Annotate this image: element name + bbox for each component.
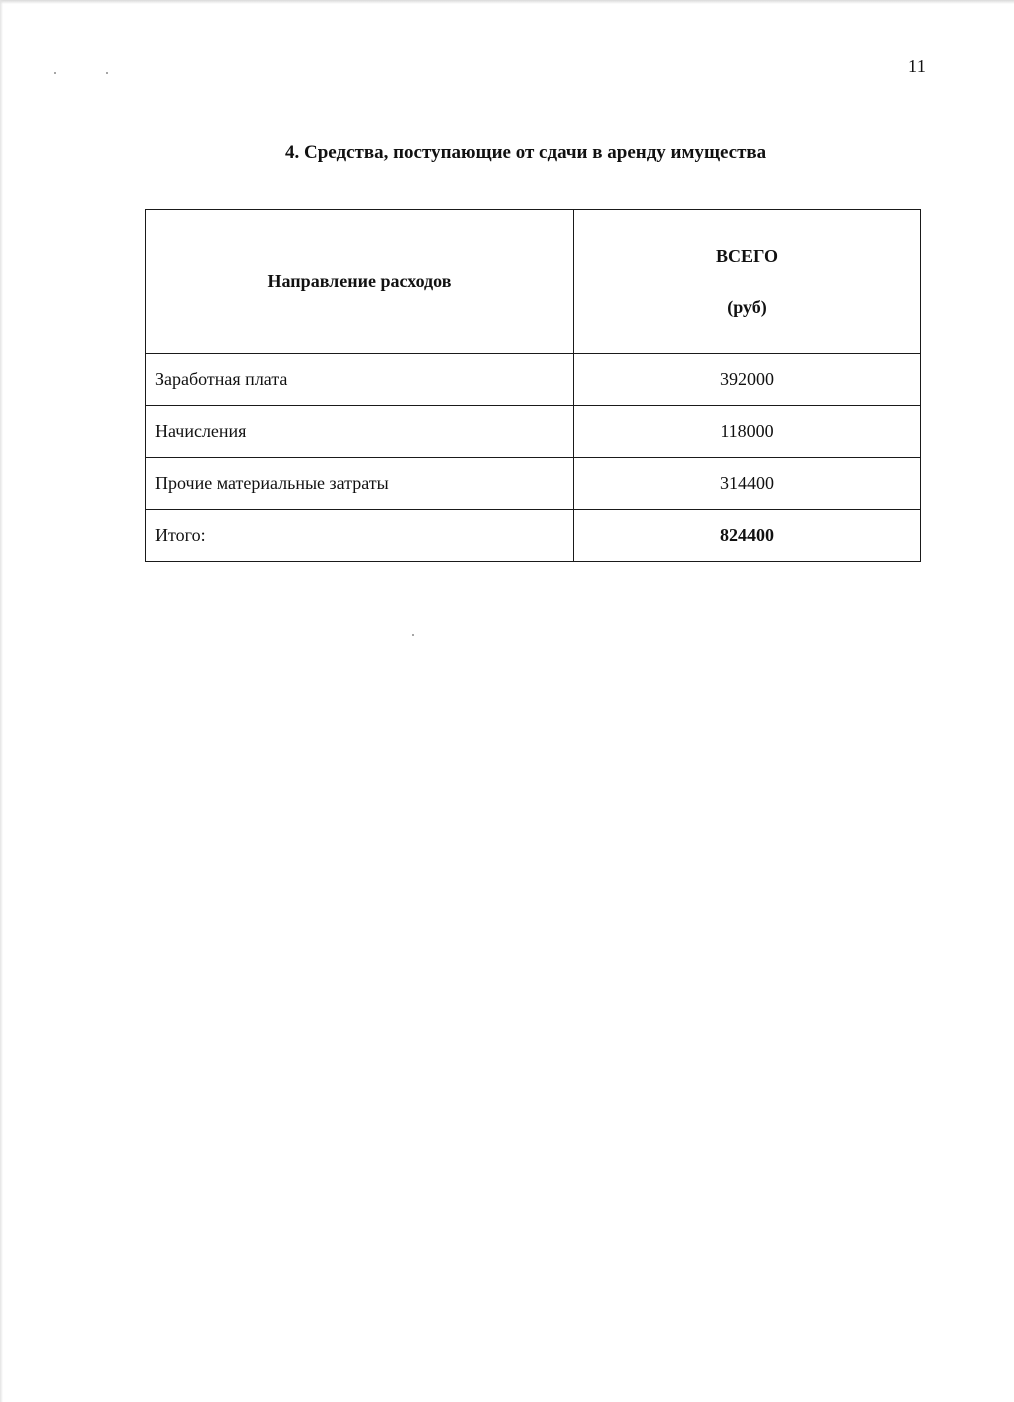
scan-edge-left [0, 0, 3, 1402]
expense-table [145, 209, 921, 562]
row-value: 392000 [574, 354, 921, 406]
table-header-row [146, 210, 921, 354]
table-row [146, 354, 921, 406]
row-value: 314400 [574, 458, 921, 510]
scan-edge-top [0, 0, 1014, 4]
header-total-unit: (руб) [727, 296, 767, 317]
header-total-title: ВСЕГО [715, 246, 778, 267]
header-total [574, 210, 921, 354]
row-label: Прочие материальные затраты [146, 458, 574, 510]
table-row [146, 406, 921, 458]
scan-speck [54, 72, 56, 74]
scan-speck [412, 634, 414, 636]
page-number: 11 [908, 56, 927, 76]
total-value: 824400 [574, 510, 921, 562]
scan-speck [106, 72, 108, 74]
section-heading: 4. Средства, поступающие от сдачи в аренду имущества [285, 142, 767, 163]
table-row [146, 458, 921, 510]
row-value: 118000 [574, 406, 921, 458]
row-label: Заработная плата [146, 354, 574, 406]
table-total-row [146, 510, 921, 562]
header-expense-direction: Направление расходов [146, 210, 574, 354]
total-label: Итого: [146, 510, 574, 562]
row-label: Начисления [146, 406, 574, 458]
